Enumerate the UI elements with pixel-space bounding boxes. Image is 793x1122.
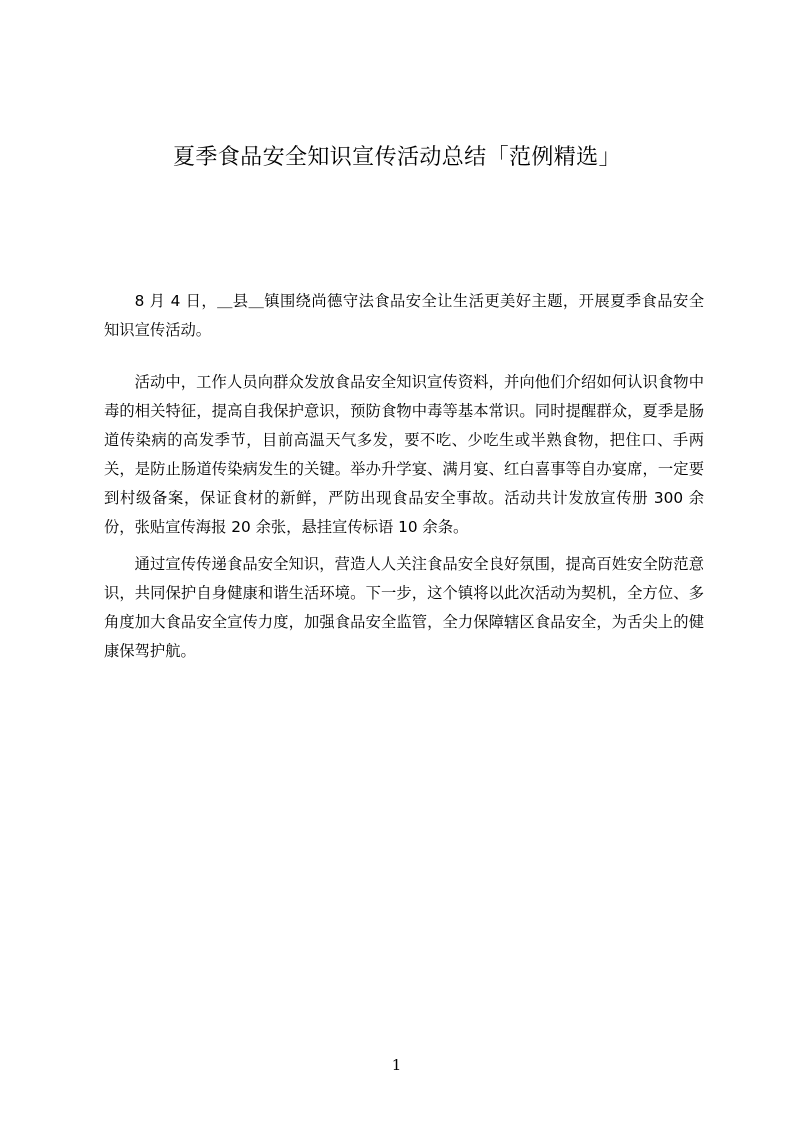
paragraph-1 bbox=[104, 287, 704, 345]
paragraph-1-text: 8 月 4 日，＿县＿镇围绕尚德守法食品安全让生活更美好主题，开展夏季食品安全知识宣传活动。 bbox=[104, 292, 704, 339]
document-title: 夏季食品安全知识宣传活动总结「范例精选」 bbox=[172, 145, 621, 170]
paragraph-2-text: 活动中，工作人员向群众发放食品安全知识宣传资料，并向他们介绍如何认识食物中毒的相关特征，提高自我保护意识，预防食物中毒等基本常识。同时提醒群众，夏季是肠道传染病的高发季节，目前高温天气多发，要不吃、少吃生或半熟食物，把住口、手两关，是防止肠道传染病发生的关键。举办升学宴、满月宴、红白喜事等自办宴席，一定要到村级备案，保证食材的新鲜，严防出现食品安全事故。活动共计发放宣传册 300 余份，张贴宣传海报 20 余张，悬挂宣传标语 10 余条。 bbox=[104, 373, 704, 536]
paragraph-2 bbox=[104, 368, 704, 542]
paragraph-3 bbox=[104, 550, 704, 666]
page-number: 1 bbox=[391, 1056, 402, 1074]
paragraph-3-text: 通过宣传传递食品安全知识，营造人人关注食品安全良好氛围，提高百姓安全防范意识，共同保护自身健康和谐生活环境。下一步，这个镇将以此次活动为契机，全方位、多角度加大食品安全宣传力度，加强食品安全监管，全力保障辖区食品安全，为舌尖上的健康保驾护航。 bbox=[104, 555, 704, 660]
